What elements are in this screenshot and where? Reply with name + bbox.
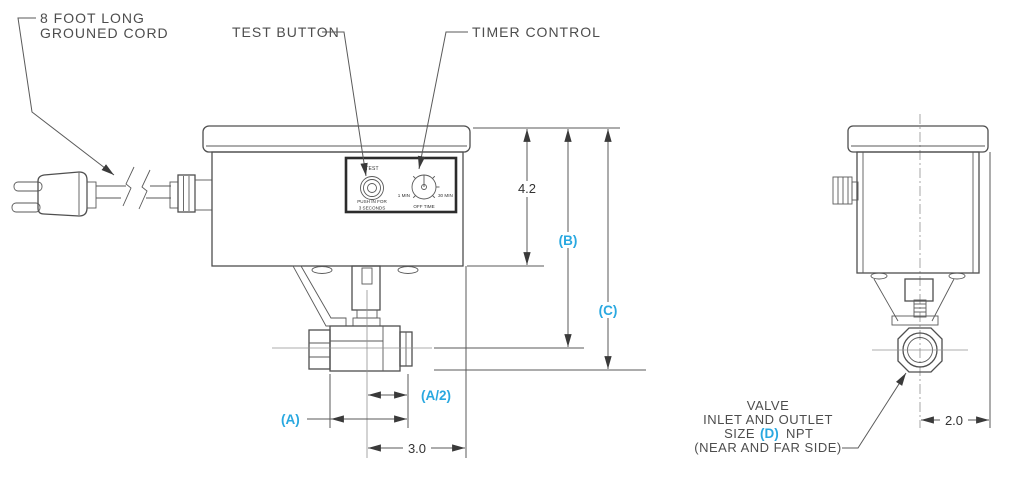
cord-label-line2: GROUNED CORD xyxy=(40,25,169,41)
push-instruction-line2: 3 SECONDS xyxy=(358,205,386,211)
valve-label-line1: VALVE xyxy=(746,398,790,413)
valve-size-prefix: SIZE xyxy=(724,426,755,441)
dimension-side-depth xyxy=(921,412,989,428)
timer-control-label: TIMER CONTROL xyxy=(472,24,601,40)
side-box-body xyxy=(857,152,979,273)
front-view xyxy=(12,126,470,458)
test-button-leader xyxy=(322,32,366,176)
test-label: TEST xyxy=(365,166,379,172)
test-button-label: TEST BUTTON xyxy=(232,24,340,40)
side-view xyxy=(833,114,990,428)
cord-label-line1: 8 FOOT LONG xyxy=(40,10,145,26)
power-plug xyxy=(12,172,96,216)
dim-a-value: (A) xyxy=(281,412,300,427)
dim-c-value: (C) xyxy=(598,303,618,318)
dial-min-label: 1 MIN xyxy=(397,193,410,198)
dimension-box-height xyxy=(513,129,541,265)
dim-4-2-value: 4.2 xyxy=(517,181,537,196)
timer-control-callout xyxy=(419,24,601,169)
dimension-c xyxy=(592,129,624,369)
cord-break xyxy=(123,167,134,206)
valve-assembly xyxy=(309,266,412,371)
dim-a2-value: (A/2) xyxy=(421,388,451,403)
dial-caption: OFF TIME xyxy=(413,204,435,209)
timer-control-leader xyxy=(419,32,468,169)
box-foot xyxy=(398,267,418,274)
dimension-b xyxy=(552,129,584,347)
valve-size-callout xyxy=(694,373,906,455)
side-box-foot xyxy=(871,273,887,279)
dim-3-0-value: 3.0 xyxy=(407,441,427,456)
side-cable-gland xyxy=(833,177,858,204)
cord-leader-line xyxy=(18,18,114,175)
box-foot xyxy=(312,267,332,274)
dial-max-label: 30 MIN xyxy=(438,193,453,198)
dim-2-0-value: 2.0 xyxy=(944,413,964,428)
dimension-a xyxy=(281,412,407,427)
dim-b-value: (B) xyxy=(558,233,578,248)
test-button-callout xyxy=(232,24,366,176)
dimension-a-half xyxy=(368,388,451,403)
power-cord xyxy=(96,167,171,209)
valve-body xyxy=(330,326,400,371)
cable-gland xyxy=(170,175,212,212)
side-bracket xyxy=(874,279,954,325)
side-box-foot xyxy=(949,273,965,279)
grounded-cord-callout xyxy=(18,10,169,175)
box-lid xyxy=(203,126,470,152)
dimension-base-width xyxy=(368,440,465,456)
valve-label-line2: INLET AND OUTLET xyxy=(703,412,833,427)
valve-size-suffix: NPT xyxy=(786,426,814,441)
side-box-lid xyxy=(848,126,988,152)
control-panel xyxy=(346,158,456,212)
mounting-bracket xyxy=(293,266,346,326)
valve-label-line4: (NEAR AND FAR SIDE) xyxy=(694,440,842,455)
valve-size-value: (D) xyxy=(760,426,779,441)
push-instruction-line1: PUSH IN FOR xyxy=(357,199,387,204)
valve-leader-line xyxy=(842,373,906,448)
